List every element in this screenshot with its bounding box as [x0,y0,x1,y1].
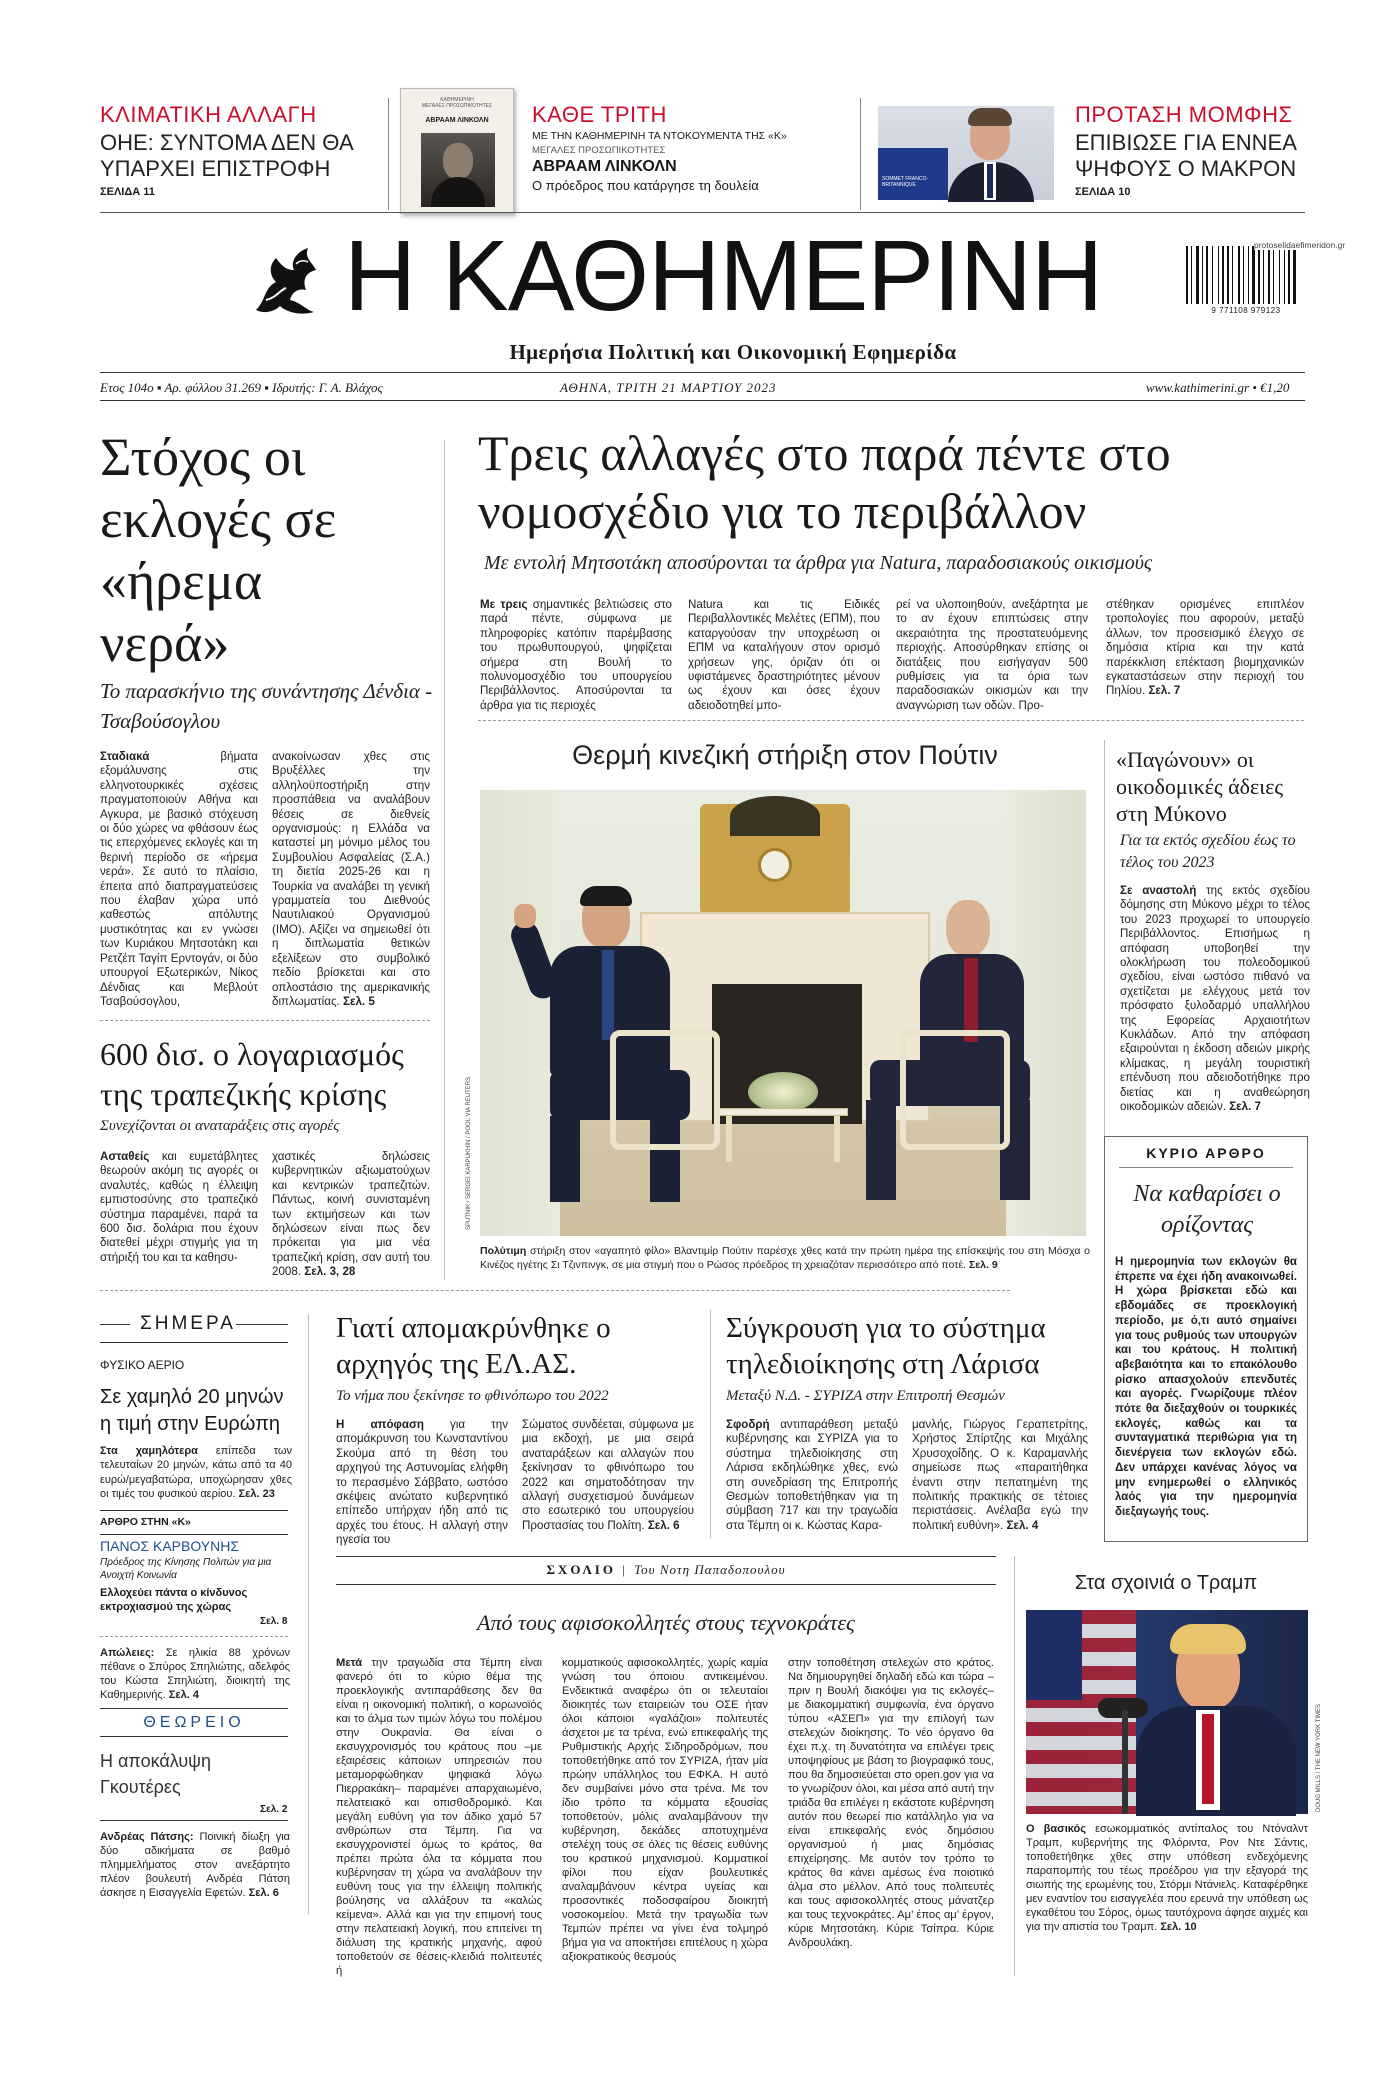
deaths-note: Απώλειες: Σε ηλικία 88 χρόνων πέθανε ο Σπύρος Σπηλιώτης, αδελφός του Κώστα Σπηλιώτη, διοικητή της Καθημερινής. Σελ. 4 [100,1647,290,1701]
theorio-label: ΘΕΩΡΕΙΟ [143,1714,245,1731]
elections-subhead: Το παρασκήνιο της συνάντησης Δένδια - Τσαβούσογλου [100,679,433,733]
editorial-headline: Να καθαρίσει ο ορίζοντας [1133,1181,1281,1238]
article-page: Σελ. 8 [260,1616,288,1627]
comment-body-col1: Μετά την τραγωδία στα Τέμπη είναι φανερό ότι το κύριο θέμα της προεκλογικής αντιπαράθεσης δεν θα είναι η οικονομική πολιτική, ο κορωνοϊός και το άλμα των τιμών λόγω του πολέμου στην Ουκρανία. Θα είναι ο εκσυγχρονισμός του κράτους που –με εξαιρέσεις κάποιων υπηρεσιών που μεταμορφώθηκαν ψηφιακά λόγω Πιερρακάκη– παραμένει απαρχαιωμένο, πελατειακό και οπισθοδρομικό. Και μεγάλη ευθύνη για τον άδικο χαμό 57 ανθρώπων στα Τέμπη. Για να εκσυγχρονιστεί όμως το κράτος, θα πρέπει πρώτα όλα τα κόμματα που κυβέρνησαν τη χώρα να αναλάβουν την ευθύνη τους για την έλλειψη πολιτικής βούλησης να αλλάξουν τα «καλώς κείμενα». Αλλά και για την επιμονή τους στην πελατειακή λογική, που επιτείνει τη διάλυση της κρατικής μηχανής, αφού τοποθετούν σε θέσεις-κλειδιά πολιτευτές ή [336,1657,542,1977]
teaser-climate[interactable] [100,102,380,198]
gas-body: Στα χαμηλότερα επίπεδα των τελευταίων 20 μηνών, κάτω από τα 40 ευρώ/μεγαβατώρα, υποχώρησαν χθες οι τιμές του φυσικού αερίου. Σελ. 23 [100,1445,292,1501]
patsis-note: Ανδρέας Πάτσης: Ποινική δίωξη για δύο αδικήματα σε βαθμό πλημμελήματος στον ανεξάρτητο πλέον βουλευτή Ανδρέα Πάτση άσκησε η Εισαγγελία Εφετών. Σελ. 6 [100,1831,290,1899]
gas-kicker: ΦΥΣΙΚΟ ΑΕΡΙΟ [100,1358,185,1372]
comment-author: Του Νοτη Παπαδοπουλου [634,1562,786,1577]
macron-photo[interactable] [878,106,1054,200]
mantel-clock [700,804,850,912]
trump-photo[interactable] [1026,1610,1308,1814]
banks-subhead: Συνεχίζονται οι αναταράξεις στις αγορές [100,1118,340,1134]
teaser-page: ΣΕΛΙΔΑ 11 [100,186,155,198]
today-label: ΣΗΜΕΡΑ [140,1313,236,1334]
lincoln-portrait [421,133,495,207]
teaser-line2: ΜΕΓΑΛΕΣ ΠΡΟΣΩΠΙΚΟΤΗΤΕΣ [532,145,666,156]
lead-body-col3: ρεί να υλοποιηθούν, ανεξάρτητα με το αν έχουν επιπτώσεις στην ακεραιότητα της προστατευόμενης περιοχής. Αποσύρθηκαν επίσης οι διατάξεις που εισήγαγαν 500 ρυθμίσεις για τα όρια των παραδοσιακών οικισμών και την αναγνώριση των οδών. Προ- [896,598,1088,712]
book-title: ΑΒΡΑΑΜ ΛΙΝΚΟΛΝ [425,117,489,124]
comment-body-col3: στην τοποθέτηση στελεχών στο κράτος. Να δημιουργηθεί δηλαδή εδώ και τώρα –πριν η Βουλή διακόψει για τις εκλογές– με διακομματική συμφωνία, ένα όργανο τύπου «ΑΣΕΠ» για την επιλογή των στελεχών διοίκησης. Το νέο όργανο θα έχει π.χ. τη δυνατότητα να επιλέγει τρεις υποψηφίους με βάση το βιογραφικό τους, που θα δημοσιεύεται στο open.gov για να το γνωρίζουν όλοι, και μέσα από αυτή την τριάδα θα επιλέγει η εκάστοτε κυβέρνηση αυτόν που θεωρεί πιο κατάλληλο για να είναι επικεφαλής ενός δημόσιου οργανισμού ή μιας δημόσιας επιχείρησης. Με αυτόν τον τρόπο το κράτος θα κάνει αμέσως ένα ποιοτικό άλμα στο μέλλον. Από τους πολιτευτές και τους αφισοκολλητές στους μάνατζερ και τους τεχνοκράτες. Αμ’ έπος αμ’ έργον, κύριε Μητσοτάκη. Κύριε Τσίπρα. Κύριε Ανδρουλάκη. [788,1657,994,1949]
mykonos-subhead: Για τα εκτός σχεδίου έως το τέλος του 2023 [1120,832,1296,871]
putin-headline[interactable]: Θερμή κινεζική στήριξη στον Πούτιν [572,740,998,770]
comment-headline[interactable]: Από τους αφισοκολλητές στους τεχνοκράτες [477,1610,855,1635]
teaser-headline: ΕΠΙΒΙΩΣΕ ΓΙΑ ΕΝΝΕΑ ΨΗΦΟΥΣ Ο ΜΑΚΡΟΝ [1075,130,1297,181]
dateline-left: Ετος 104ο ▪ Αρ. φύλλου 31.269 ▪ Ιδρυτής: Γ. Α. Βλάχος [100,380,383,395]
masthead-subtitle: Ημερήσια Πολιτική και Οικονομική Εφημερίδα [509,340,957,364]
trump-body: Ο βασικός εσωκομματικός αντίπαλος του Ντόναλντ Τραμπ, κυβερνήτης της Φλόριντα, Ρον Ντε Σάντις, τοποθετήθηκε χθες στην υπόθεση ενδεχόμενης παραπομπής του τέως προέδρου για την εξαγορά της σιωπής της ερωμένης του, Στόρμι Ντάνιελς. Καταφέρθηκε μεν εναντίον του εισαγγελέα που ερευνά την υπόθεση ως εγκαθέτου του Σόρος, όμως ταυτόχρονα άφησε αιχμές και για την απιστία του Τραμπ. Σελ. 10 [1026,1823,1308,1933]
article-label: ΑΡΘΡΟ ΣΤΗΝ «Κ» [100,1516,191,1528]
police-body-col2: Σώματος συνδέεται, σύμφωνα με μια εκδοχή, με μια σειρά αναταράξεων και αλλαγών που ξεκίνησαν το φθινόπωρο του 2022 και σηματοδότησαν την αλλαγή συσχετισμού δυνάμεων στο εσωτερικό του υπουργείου Προστασίας του Πολίτη. Σελ. 6 [522,1418,694,1532]
elections-body-col1: Σταδιακά βήματα εξομάλυνσης στις ελληνοτουρκικές σχέσεις πραγματοποιούν Αθήνα και Αγκυρα, με βασικό στόχευση οι δύο χώρες να φθάσουν έως τις επερχόμενες εκλογές και τη θερινή περίοδο σε «ήρεμα νερά». Σε αυτό το πλαίσιο, έπειτα από διαπραγματεύσεις που έλαβαν χώρα υπό καθεστώς απόλυτης μυστικότητας και εν γνώσει των Κυριάκου Μητσοτάκη και Ρετζέπ Ταγίπ Ερντογάν, οι δύο υπουργοί Εξωτερικών, Νίκος Δένδιας και Μεβλούτ Τσαβούσογλου, [100,750,258,1008]
teaser-kicker: ΠΡΟΤΑΣΗ ΜΟΜΦΗΣ [1075,102,1293,127]
chair-left [610,1030,720,1150]
photo-sign-text: SOMMET FRANCO-BRITANNIQUE [882,176,929,188]
xi-putin-photo[interactable] [480,790,1086,1236]
dateline-center: ΑΘΗΝΑ, ΤΡΙΤΗ 21 ΜΑΡΤΙΟΥ 2023 [560,380,777,395]
comment-label: ΣΧΟΛΙΟ [546,1562,616,1577]
chair-right [900,1030,1010,1150]
article-author[interactable]: ΠΑΝΟΣ ΚΑΡΒΟΥΝΗΣ [100,1538,239,1554]
banks-headline[interactable]: 600 δισ. ο λογαριασμός της τραπεζικής κρίσης [100,1036,404,1112]
teaser-desc: Ο πρόεδρος που κατάργησε τη δουλεία [532,178,759,193]
editorial-box[interactable] [1104,1136,1308,1542]
lead-headline[interactable]: Τρεις αλλαγές στο παρά πέντε στο νομοσχέδιο για το περιβάλλον [478,425,1171,539]
larisa-subhead: Μεταξύ Ν.Δ. - ΣΥΡΙΖΑ στην Επιτροπή Θεσμών [726,1388,1005,1404]
lead-body-col1: Με τρεις σημαντικές βελτιώσεις στο παρά πέντε, σύμφωνα με πληροφορίες κατόπιν παρέμβασης του πρωθυπουργού, ψηφίζεται σήμερα στη Βουλή το πολυνομοσχέδιο του υπουργείου Περιβάλλοντος. Αποσύρονται τα άρθρα για τις περιοχές [480,598,672,712]
elections-body-col2: ανακοίνωσαν χθες στις Βρυξέλλες την αλληλοϋποστήριξη στην προσπάθεια να αναλάβουν θέσεις σε διεθνείς οργανισμούς: η Ελλάδα να καταστεί μη μόνιμο μέλος του Συμβουλίου Ασφαλείας (Σ.Α.) τη διετία 2025-26 και η Τουρκία να αναλάβει τη γενική γραμματεία του Διεθνούς Ναυτιλιακού Οργανισμού (ΙΜΟ). Αξίζει να σημειωθεί ότι η διπλωματία θετικών εξελίξεων στο συμβολικό πεδίο βρίσκεται και στο οπλοστάσιο της αμερικανικής διπλωματίας. Σελ. 5 [272,750,430,1008]
elections-headline[interactable]: Στόχος οι εκλογές σε «ήρεμα νερά» [100,427,337,673]
trump-headline[interactable]: Στα σχοινιά ο Τραμπ [1074,1572,1258,1594]
lead-subhead: Με εντολή Μητσοτάκη αποσύρονται τα άρθρα για Natura, παραδοσιακούς οικισμούς [484,552,1152,574]
larisa-body-col1: Σφοδρή αντιπαράθεση μεταξύ κυβέρνησης και ΣΥΡΙΖΑ για το σύστημα τηλεδιοίκησης στη Λάρισα εκδηλώθηκε χθες, ενώ στη συνεδρίαση της Επιτροπής Θεσμών τοποθετήθηκαν για τη σύμβαση 717 και την τραγωδία στα Τέμπη οι κ. Κώστας Καρα- [726,1418,898,1532]
dateline-right[interactable]: www.kathimerini.gr • €1,20 [1146,380,1290,395]
police-subhead: Το νήμα που ξεκίνησε το φθινόπωρο του 2022 [336,1388,609,1404]
article-author-role: Πρόεδρος της Κίνησης Πολιτών για μια Ανοιχτή Κοινωνία [100,1557,272,1581]
police-headline[interactable]: Γιατί απομακρύνθηκε ο αρχηγός της ΕΛ.ΑΣ. [336,1312,611,1380]
editorial-body: Η ημερομηνία των εκλογών θα έπρεπε να έχει ήδη ανακοινωθεί. Η χώρα βρίσκεται εδώ και εβδομάδες σε προεκλογική περίοδο, με ό,τι αυτό σημαίνει για τους ρυθμούς των υπουργών και του κράτους. Η πολιτική αβεβαιότητα και το επακόλουθο ρίσκο απασχολούν επενδυτές και αγορές. Γνωρίζουμε πλέον πότε θα διεξαχθούν οι τουρκικές εκλογές, καθώς και τα συνταγματικά περιθώρια για τη διενέργεια των εκλογών εδώ. Δεν υπάρχει κανένας λόγος να μην ενημερωθεί ο ελληνικός λαός για την ημερομηνία διεξαγωγής τους. [1115,1256,1297,1518]
masthead-title: Η ΚΑΘΗΜΕΡΙΝΗ [344,220,1103,332]
theorio-page: Σελ. 2 [260,1804,288,1815]
comment-body-col2: κομματικούς αφισοκολλητές, χωρίς καμία γνώση του όποιου αντικειμένου. Ενδεικτικά αναφέρω ότι οι τελευταίοι διοικητές των εταιρειών του ΟΣΕ ήταν όλοι κάποιοι «γαλάζιοι» πολιτευτές άσχετοι με τα τρένα, ενώ επικεφαλής της Ρυθμιστικής Αρχής Σιδηροδρόμων, που τοποθετήθηκε από τον ΣΥΡΙΖΑ, ήταν μία πρώην υπάλληλος του ΕΦΚΑ. Η αυτό δεν συμβαίνει μόνο στα τρένα. Με τον ίδιο τρόπο τα κόμματα εξουσίας τοποθετούν, μόλις αναλαμβάνουν την κυβέρνηση, δεκάδες αποτυχημένα στελέχη τους σε όλες τις θέσεις ευθύνης του κρατικού μηχανισμού. Κομματικοί φίλοι που είχαν βουλευτικές αναλαμβάνουν κέντρα υγείας και προσοντικές ποδοσφαίρου διοικητή νοσοκομείου. Μετά την τραγωδία των Τεμπών πρέπει να γίνει ένα τολμηρό βήμα για να αποκτήσει επιτέλους η χώρα αξιοκρατικούς θεσμούς [562,1657,768,1963]
flower-table [718,1072,848,1162]
trump-photo-credit: DOUG MILLS / THE NEW YORK TIMES [1316,1703,1322,1812]
lead-body-col4: στέθηκαν ορισμένες επιπλέον τροπολογίες που αφορούν, μεταξύ άλλων, τον προσεισμικό έλεγχο σε δημόσια κτίρια και την κατά παρέκκλιση επέκταση βιομηχανικών εγκαταστάσεων στην περιοχή του Πηλίου. Σελ. 7 [1106,598,1304,698]
teaser-macron[interactable] [1075,102,1315,198]
comment-label-row: ΣΧΟΛΙΟ | Του Νοτη Παπαδοπουλου [546,1562,786,1577]
teaser-name: ΑΒΡΑΑΜ ΛΙΝΚΟΛΝ [532,158,677,175]
mykonos-body: Σε αναστολή της εκτός σχεδίου δόμησης στη Μύκονο μέχρι το τέλος του 2023 προχωρεί το υπουργείο Περιβάλλοντος. Επισήμως η απόφαση υποβοηθεί την ολοκλήρωση του πολεοδομικού σχεδίου, είναι ωστόσο πιθανό να σχετίζεται με ελέγχους μετά τον πρόσφατο ξυλοδαρμό υπαλλήλου της Εφορείας Αρχαιοτήτων Κυκλάδων. Από την απόφαση εξαιρούνται η έκδοση αδειών μικρής κλίμακας, η μεγάλη τουριστική επένδυση που αδειοδοτήθηκε προ διετίας και η αναθεώρηση οικοδομικών αδειών. Σελ. 7 [1120,884,1310,1114]
teaser-page: ΣΕΛΙΔΑ 10 [1075,186,1131,198]
teaser-kicker: ΚΛΙΜΑΤΙΚΗ ΑΛΛΑΓΗ [100,102,317,127]
editorial-label: ΚΥΡΙΟ ΑΡΘΡΟ [1146,1145,1266,1161]
police-body-col1: Η απόφαση για την απομάκρυνση του Κωνσταντίνου Σκούμα από τη θέση του αρχηγού της Αστυνομίας ελήφθη το περασμένο Σάββατο, ωστόσο σκέψεις ανώτατο κυβερνητικό επίπεδο υπήρχαν ήδη από τις αρχές του έτους. Η αλλαγή στην ηγεσία του [336,1418,508,1547]
larisa-body-col2: μανλής, Γιώργος Γεραπετρίτης, Χρήστος Σπίρτζης και Μιχάλης Χρυσοχοΐδης. Ο κ. Καραμανλής σημείωσε πως «παραιτήθηκα έναντι στην πεπατημένη της πολιτικής πρακτικής σε τέτοιες περιστάσεις. Ανέλαβα εγώ την πολιτική ευθύνη». Σελ. 4 [912,1418,1088,1532]
teaser-headline: ΟΗΕ: ΣΥΝΤΟΜΑ ΔΕΝ ΘΑ ΥΠΑΡΧΕΙ ΕΠΙΣΤΡΟΦΗ [100,130,353,181]
lead-body-col2: Natura και τις Ειδικές Περιβαλλοντικές Μελέτες (ΕΠΜ), που καταργούσαν την υποχρέωση οι ΕΠΜ να καταλήγουν στον ορισμό χρήσεων γης, όριζαν ότι οι υφιστάμενες δραστηριότητες μένουν ως έχουν και όσες έχουν αδειοδοτηθεί μπο- [688,598,880,712]
griffin-logo [246,240,324,320]
website-watermark[interactable]: protoselidaefimeridon.gr [1254,240,1346,250]
teaser-line1: ΜΕ ΤΗΝ ΚΑΘΗΜΕΡΙΝΗ ΤΑ ΝΤΟΚΟΥΜΕΝΤΑ ΤΗΣ «Κ» [532,130,787,142]
gas-headline[interactable]: Σε χαμηλό 20 μηνών η τιμή στην Ευρώπη [100,1386,284,1435]
teaser-lincoln[interactable] [532,102,832,193]
banks-body-col1: Ασταθείς και ευμετάβλητες θεωρούν ακόμη τις αγορές οι αναλυτές, καθώς η έλλειψη εμπιστοσύνης στο τραπεζικό σύστημα παραμένει, παρά τα 600 δισ. δολάρια που έχουν διατεθεί μέχρι στιγμής για τη στήριξή του και τα καθησυ- [100,1150,258,1264]
theorio-text[interactable]: Η αποκάλυψη Γκουτέρες [100,1751,212,1797]
teaser-kicker: ΚΑΘΕ ΤΡΙΤΗ [532,102,667,127]
putin-caption: Πολύτιμη στήριξη στον «αγαπητό φίλο» Βλαντιμίρ Πούτιν παρέσχε χθες κατά την πρώτη ημέρα της επίσκεψής του στη Μόσχα ο Κινέζος ηγέτης Σι Τζινπινγκ, σε μια στιγμή που ο Ρώσος πρόεδρος τη χρειαζόταν περισσότερο από ποτέ. Σελ. 9 [480,1245,1090,1271]
mykonos-headline[interactable]: «Παγώνουν» οι οικοδομικές άδειες στη Μύκονο [1116,747,1284,826]
banks-body-col2: χαστικές δηλώσεις κυβερνητικών αξιωματούχων και κεντρικών τραπεζιτών. Πάντως, κοινή συνισταμένη των εκτιμήσεων και των δηλώσεων είναι πως δεν πρόκειται για μια νέα τραπεζική κρίση, σαν αυτή του 2008. Σελ. 3, 28 [272,1150,430,1279]
barcode-number: 9 771108 979123 [1211,306,1281,315]
lincoln-book-cover[interactable]: ΚΑΘΗΜΕΡΙΝΗ ΜΕΓΑΛΕΣ ΠΡΟΣΩΠΙΚΟΤΗΤΕΣ ΑΒΡΑΑΜ ΛΙΝΚΟΛΝ [400,88,514,214]
larisa-headline[interactable]: Σύγκρουση για το σύστημα τηλεδιοίκησης στη Λάρισα [726,1312,1046,1380]
photo-credit: SPUTNIK / SERGEI KARPUKHIN / POOL VIA REUTERS [466,1076,472,1230]
barcode [1186,246,1306,318]
article-title[interactable]: Ελλοχεύει πάντα ο κίνδυνος εκτροχιασμού της χώρας [100,1587,248,1613]
